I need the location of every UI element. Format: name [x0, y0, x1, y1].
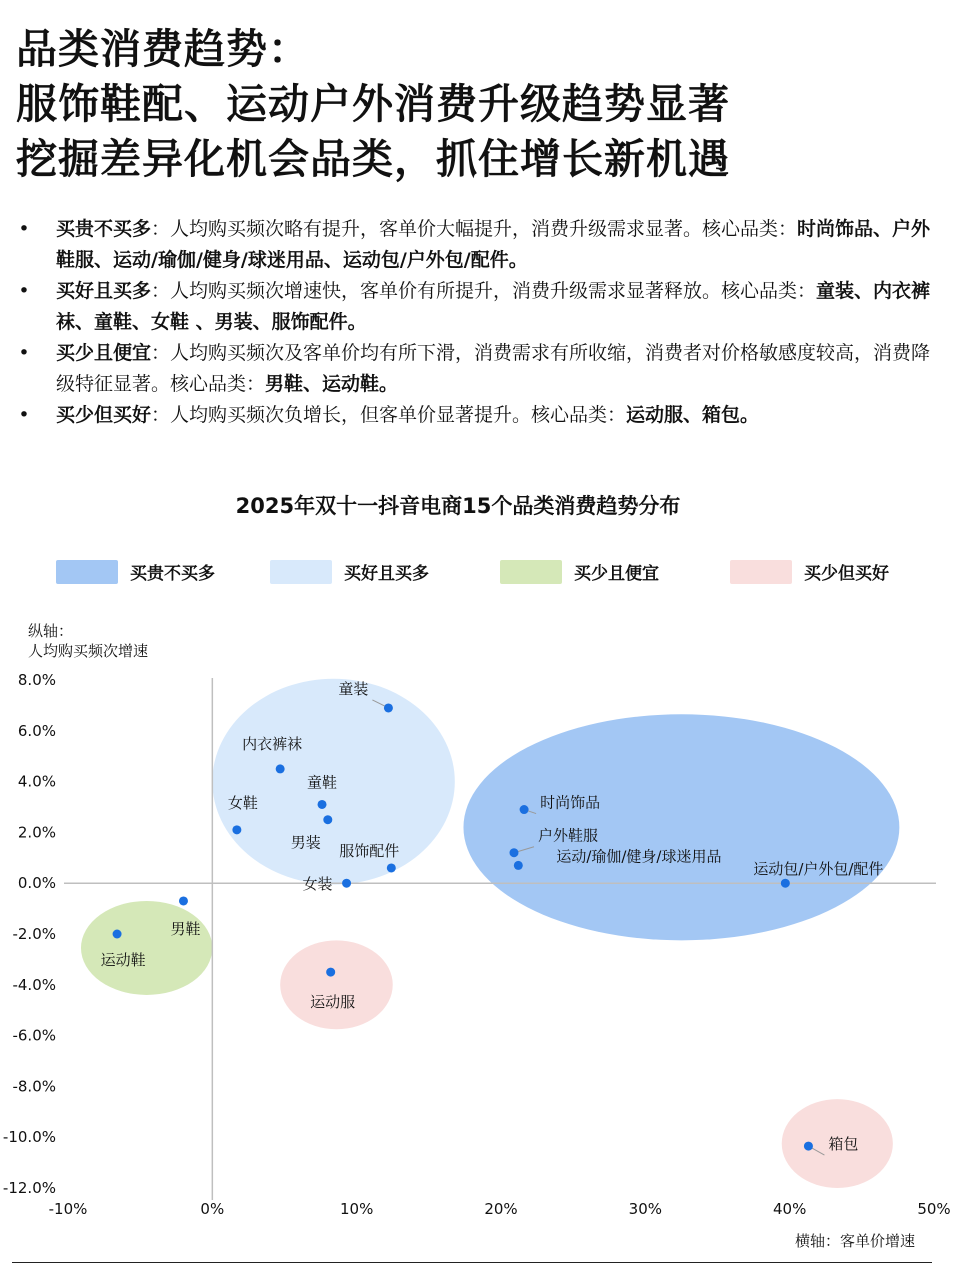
data-point	[232, 825, 241, 834]
bullet-item-1	[14, 214, 936, 276]
bullet-dot: •	[18, 404, 30, 426]
bullet-highlight: 时尚饰品、户外鞋服、运动/瑜伽/健身/球迷用品、运动包/户外包/配件	[56, 218, 931, 271]
data-point	[514, 861, 523, 870]
data-point	[113, 930, 122, 939]
bullet-item-2	[14, 276, 936, 338]
data-point-label: 户外鞋服	[537, 826, 599, 845]
data-point-label: 运动包/户外包/配件	[753, 860, 884, 879]
group-region-ellipse	[280, 940, 393, 1029]
x-tick-label: 20%	[484, 1200, 518, 1218]
x-tick-label: -10%	[48, 1200, 88, 1218]
category-bullet-list	[14, 214, 936, 431]
legend-swatch	[56, 560, 118, 584]
y-tick-label: -10.0%	[2, 1128, 56, 1147]
y-tick-label: 2.0%	[17, 823, 56, 842]
y-tick-label: -2.0%	[12, 925, 56, 943]
bullet-item-4	[14, 400, 936, 431]
data-point	[804, 1142, 813, 1151]
data-point-label: 童装	[338, 679, 369, 698]
bullet-dot: •	[18, 218, 30, 240]
bullet-text: ：人均购买频次增速快，客单价有所提升，消费升级需求显著释放。核心品类：	[151, 280, 817, 302]
legend-swatch	[270, 560, 332, 584]
y-tick-label: 6.0%	[17, 721, 56, 740]
chart-title: 2025年双十一抖音电商15个品类消费趋势分布	[235, 494, 681, 518]
legend-swatch	[500, 560, 562, 584]
data-point	[326, 968, 335, 977]
data-point-label: 时尚饰品	[540, 793, 601, 812]
x-axis-label: 横轴：客单价增速	[794, 1232, 915, 1250]
legend-label: 买好且买多	[344, 564, 429, 584]
bullet-item-3	[14, 338, 936, 400]
bullet-end: 。	[347, 311, 367, 333]
bullet-dot: •	[18, 342, 30, 364]
y-tick-label: -4.0%	[12, 975, 56, 994]
data-point	[323, 815, 332, 824]
bullet-text: ：人均购买频次略有提升，客单价大幅提升，消费升级需求显著。核心品类：	[151, 218, 798, 240]
data-point-label: 男鞋	[170, 919, 201, 938]
legend-swatch	[730, 560, 792, 584]
data-point	[342, 879, 351, 888]
bullet-end: 。	[508, 249, 528, 271]
bullet-end: 。	[379, 373, 399, 395]
y-axis-label-line-1: 纵轴：	[28, 622, 74, 640]
legend-label: 买贵不买多	[130, 564, 215, 584]
bullet-text: ：人均购买频次及客单价均有所下滑，消费需求有所收缩，消费者对价格敏感度较高，消费降级特征显著。核心品类：	[56, 342, 931, 395]
y-tick-label: -12.0%	[2, 1179, 56, 1197]
x-tick-label: 30%	[628, 1200, 663, 1218]
x-tick-label: 0%	[200, 1200, 225, 1218]
x-tick-label: 40%	[772, 1200, 807, 1218]
data-point-label: 运动鞋	[100, 951, 146, 969]
data-point	[276, 764, 285, 773]
page-title-line-3: 挖掘差异化机会品类，抓住增长新机遇	[16, 135, 730, 183]
bullet-label: 买少且便宜	[56, 342, 152, 364]
y-tick-label: -8.0%	[12, 1077, 56, 1096]
legend-label: 买少但买好	[804, 564, 889, 584]
legend-label: 买少且便宜	[574, 564, 659, 584]
group-region-ellipse	[81, 901, 212, 995]
data-point	[509, 848, 518, 857]
x-tick-label: 10%	[339, 1200, 374, 1218]
page-title-line-2: 服饰鞋配、运动户外消费升级趋势显著	[16, 80, 730, 128]
data-point-label: 男装	[290, 833, 321, 852]
bullet-label: 买好且买多	[56, 280, 152, 302]
bullet-end: 。	[740, 404, 760, 426]
data-point-label: 服饰配件	[339, 841, 400, 860]
data-point-label: 运动服	[310, 993, 356, 1012]
data-point-label: 箱包	[828, 1135, 859, 1154]
data-point-label: 女鞋	[227, 793, 258, 812]
chart-legend	[56, 558, 956, 586]
data-point-label: 运动/瑜伽/健身/球迷用品	[556, 847, 722, 866]
bullet-dot: •	[18, 280, 30, 302]
bottom-divider	[12, 1262, 932, 1263]
data-point	[384, 703, 393, 712]
scatter-chart	[0, 600, 966, 1250]
data-point	[781, 879, 790, 888]
data-point-label: 女装	[302, 875, 333, 894]
y-axis-label-line-2: 人均购买频次增速	[28, 642, 149, 660]
y-tick-label: 8.0%	[17, 671, 56, 689]
bullet-highlight: 童装、内衣裤袜、童鞋、女鞋 、男装、服饰配件	[56, 280, 931, 333]
bullet-text: ：人均购买频次负增长，但客单价显著提升。核心品类：	[151, 404, 627, 426]
x-tick-label: 50%	[917, 1200, 951, 1218]
data-point-label: 内衣裤袜	[242, 734, 303, 753]
page-title-block	[16, 22, 956, 187]
data-point	[179, 896, 188, 905]
y-tick-label: 4.0%	[17, 772, 56, 791]
bullet-highlight: 运动服、箱包	[626, 404, 741, 426]
page-title-line-1: 品类消费趋势：	[16, 25, 310, 73]
group-regions	[81, 679, 899, 1188]
bullet-label: 买贵不买多	[56, 218, 152, 240]
data-point	[387, 863, 396, 872]
group-region-ellipse	[463, 714, 899, 940]
bullet-highlight: 男鞋、运动鞋	[265, 373, 380, 395]
y-tick-label: -6.0%	[12, 1026, 56, 1045]
data-point	[318, 800, 327, 809]
data-point	[520, 805, 529, 814]
data-point-label: 童鞋	[307, 773, 338, 792]
y-tick-label: 0.0%	[17, 874, 56, 893]
bullet-label: 买少但买好	[56, 404, 152, 426]
